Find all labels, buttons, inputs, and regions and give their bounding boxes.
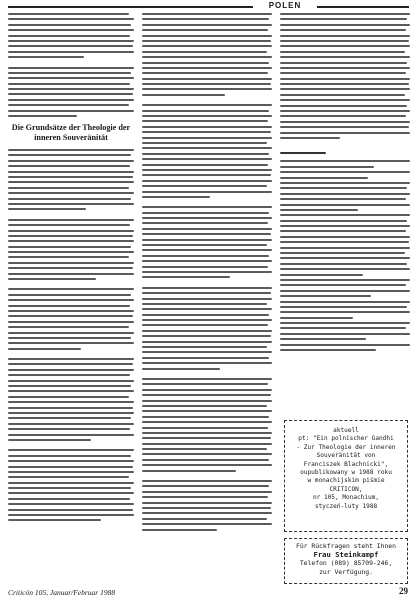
notice-line: w monachijskim piśmie (307, 477, 385, 485)
text-column-middle (142, 13, 272, 534)
section-heading-line-1: Die Grundsätze der Theologie der (11, 123, 131, 133)
page-number: 29 (399, 586, 408, 596)
notice-line: Franciszek Blachnicki", (303, 460, 389, 468)
running-head: POLEN (253, 1, 317, 11)
publication-footer: Criticón 105, Januar/Februar 1988 (8, 588, 116, 597)
notice-line: CRITICON, (329, 485, 363, 493)
footnotes-block (280, 152, 410, 351)
notice-line: aktuell (333, 427, 359, 434)
notice-line: nr 105, Monachium, (312, 494, 380, 502)
text-column-right (280, 13, 410, 354)
body-text-block (8, 13, 134, 117)
contact-intro: Für Rückfragen steht Ihnen (295, 542, 397, 550)
notice-line: Souveränität von (316, 452, 376, 460)
text-column-left (8, 13, 134, 525)
section-heading (8, 123, 134, 143)
contact-person: Frau Steinkampf (313, 549, 379, 559)
notice-line: oupublikowany w 1988 roku (300, 469, 392, 477)
reprint-notice-box (284, 420, 408, 532)
notice-line: pt: "Ein polnischer Gandhi (298, 435, 394, 443)
contact-closing: zur Verfügung. (319, 567, 373, 576)
contact-box (284, 538, 408, 584)
contact-phone: Telefon (089) 85709-246, (299, 559, 393, 568)
section-heading-line-2: inneren Souveränität (34, 133, 108, 143)
body-text-block (142, 13, 272, 531)
body-text-block (280, 13, 410, 139)
body-text-block (8, 149, 134, 521)
header-rule (8, 6, 409, 8)
notice-line: - Zur Theologie der inneren (296, 443, 396, 451)
notice-line: styczeń-luty 1988 (314, 502, 378, 510)
